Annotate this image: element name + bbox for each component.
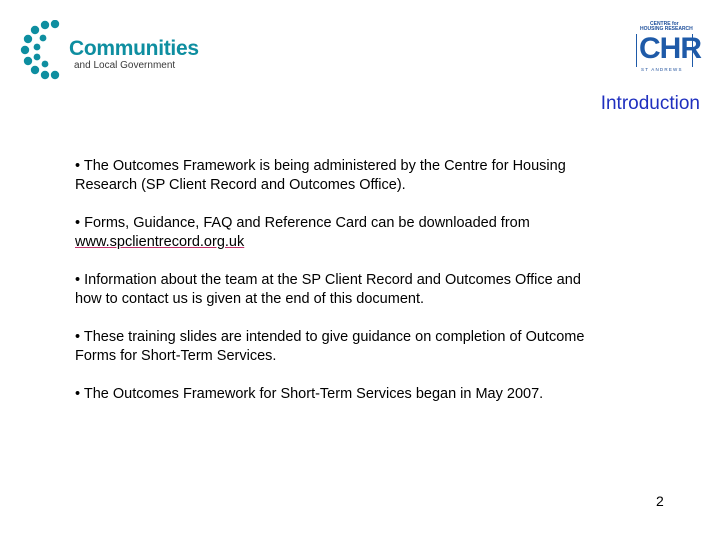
bullet-team-info: • Information about the team at the SP Client Record and Outcomes Office and how to contact us is given at the end of this document.: [75, 272, 581, 307]
communities-logo: [20, 20, 199, 82]
communities-logo-subtitle: and Local Government: [74, 60, 176, 71]
bullet-downloads-text: • Forms, Guidance, FAQ and Reference Card can be downloaded from: [75, 215, 530, 231]
bullet-administration: • The Outcomes Framework is being administered by the Centre for Housing Research (SP Client Record and Outcomes Office).: [75, 158, 566, 193]
bullet-training-slides: • These training slides are intended to give guidance on completion of Outcome Forms for Short-Term Services.: [75, 329, 585, 364]
website-link[interactable]: www.spclientrecord.org.uk: [75, 234, 245, 250]
bullet-start-date: • The Outcomes Framework for Short-Term Services began in May 2007.: [75, 386, 544, 402]
page-number: 2: [656, 493, 664, 509]
chr-logo-bottom-text: ST ANDREWS: [641, 67, 683, 72]
bullet-downloads: [75, 214, 655, 252]
chr-logo-letters: CHR: [639, 32, 701, 65]
chr-logo-top-text: CENTRE for: [650, 21, 679, 27]
communities-dots-icon: [20, 20, 70, 82]
communities-logo-title: Communities: [69, 37, 199, 60]
slide-heading: Introduction: [600, 93, 700, 114]
chr-logo: [636, 21, 701, 76]
chr-logo-top-text-2: HOUSING RESEARCH: [640, 26, 693, 32]
slide-body: [75, 157, 655, 423]
